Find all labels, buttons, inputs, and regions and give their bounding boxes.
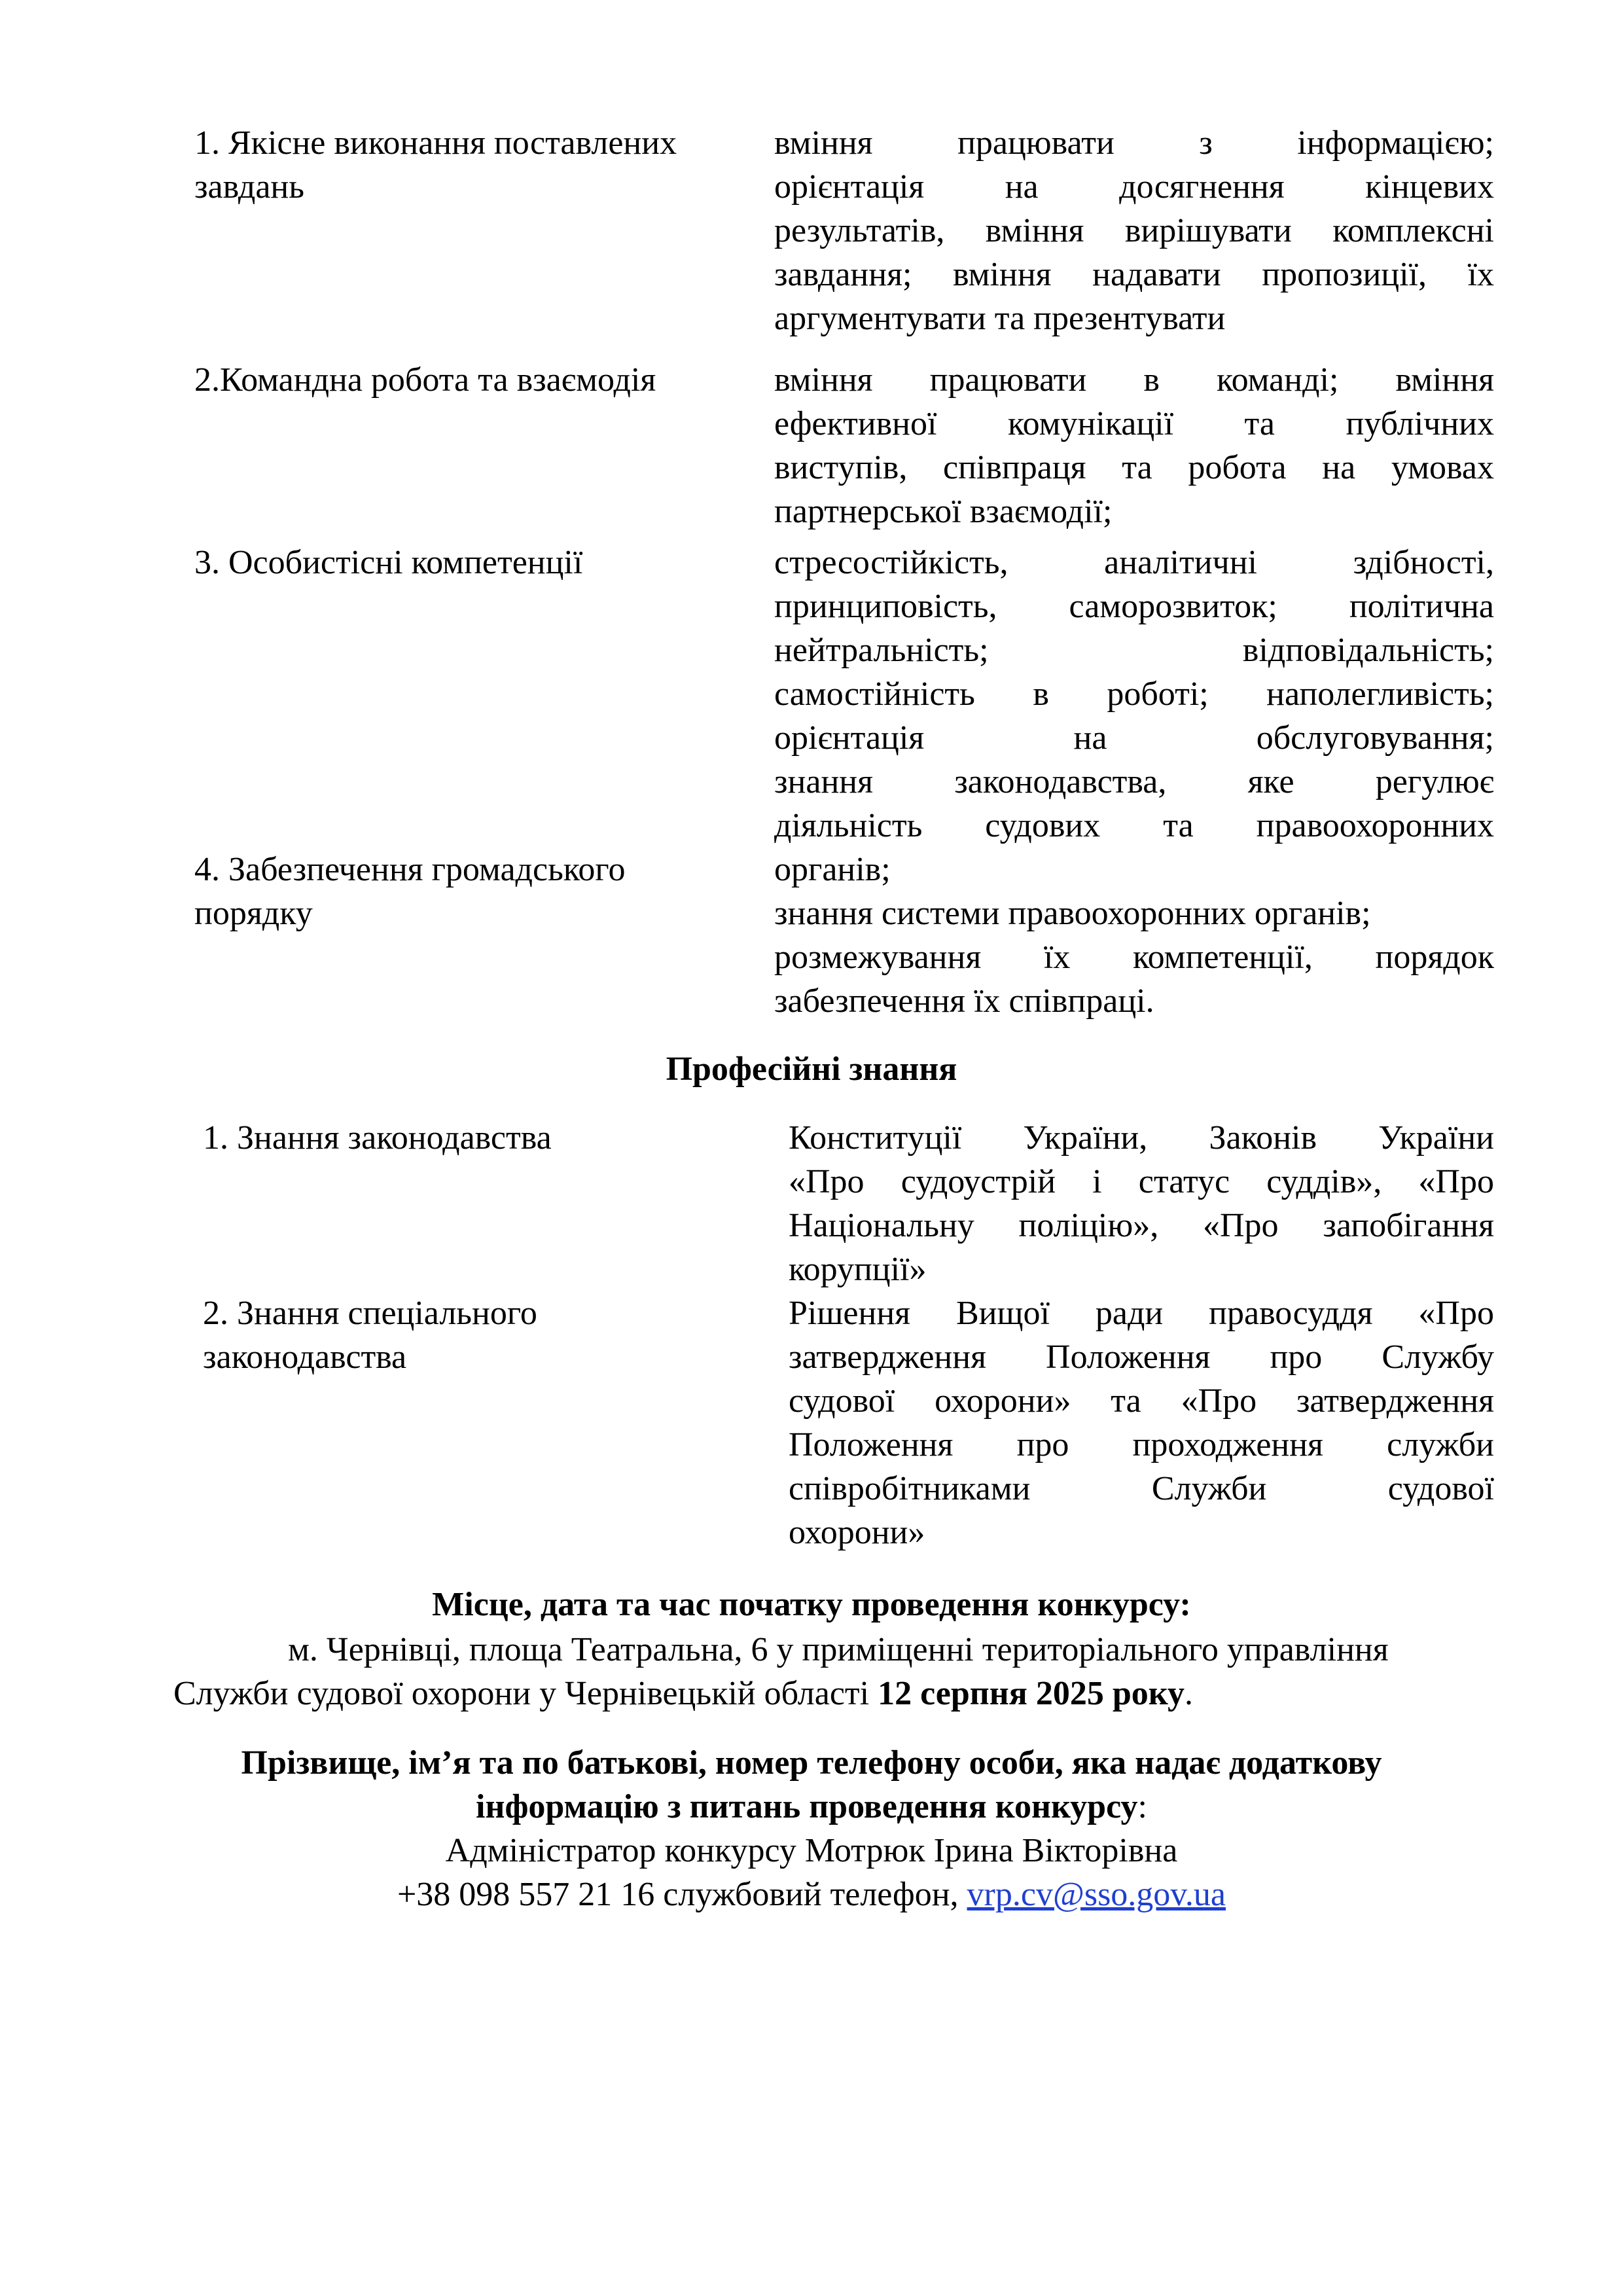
contact-email-link[interactable]: vrp.cv@sso.gov.ua	[967, 1876, 1226, 1913]
contact-heading-line2: інформацію з питань проведення конкурсу:	[476, 1788, 1147, 1825]
contest-date: 12 серпня 2025 року	[878, 1675, 1185, 1712]
competency-2-description: вміння працювати в команді; вміння ефективної комунікації та публічних виступів, співпраця та робота на умовах партнерської взаємодії;	[774, 361, 1494, 530]
knowledge-2-name: 2. Знання спеціального законодавства	[203, 1295, 537, 1376]
competency-2-name: 2.Командна робота та взаємодія	[194, 361, 656, 399]
contact-phone-line	[0, 1873, 1623, 1916]
competency-4-name: 4. Забезпечення громадського порядку	[194, 851, 626, 932]
contest-place-address-line1: м. Чернівці, площа Театральна, 6 у приміщенні територіального управління	[288, 1631, 1389, 1668]
knowledge-1-description: Конституції України, Законів України «Про судоустрій і статус суддів», «Про Національну поліцію», «Про запобігання корупції»	[789, 1119, 1494, 1288]
competency-1-name: 1. Якісне виконання поставлених завдань	[194, 124, 677, 206]
contest-date-period: .	[1185, 1675, 1194, 1712]
contest-place-address-line2	[173, 1672, 1193, 1715]
competency-3-name: 3. Особистісні компетенції	[194, 544, 583, 581]
competency-4-description: знання законодавства, яке регулює діяльність судових та правоохоронних органів; знання системи правоохоронних органів; розмежування їх компетенції, порядок забезпечення їх співпраці.	[774, 763, 1494, 1020]
competency-3-description: стресостійкість, аналітичні здібності, принциповість, саморозвиток; політична нейтральність; відповідальність; самостійність в роботі; наполегливість; орієнтація на обслуговування;	[774, 544, 1494, 757]
contest-place-address: Служби судової охорони у Чернівецькій області	[173, 1675, 870, 1712]
knowledge-2-description: Рішення Вищої ради правосуддя «Про затвердження Положення про Службу судової охорони» та «Про затвердження Положення про проходження служби співробітниками Служби судової охорони»	[789, 1295, 1494, 1551]
professional-knowledge-heading: Професійні знання	[666, 1050, 957, 1088]
knowledge-1-name: 1. Знання законодавства	[203, 1119, 552, 1157]
competency-1-description: вміння працювати з інформацією; орієнтація на досягнення кінцевих результатів, вміння вирішувати комплексні завдання; вміння надавати пропозиції, їх аргументувати та презентувати	[774, 124, 1494, 337]
contact-heading-line1: Прізвище, ім’я та по батькові, номер телефону особи, яка надає додаткову	[241, 1744, 1382, 1782]
contest-administrator: Адміністратор конкурсу Мотрюк Ірина Вікторівна	[445, 1832, 1178, 1869]
contest-place-heading: Місце, дата та час початку проведення конкурсу:	[432, 1586, 1191, 1623]
contact-phone: +38 098 557 21 16 службовий телефон,	[397, 1876, 967, 1913]
